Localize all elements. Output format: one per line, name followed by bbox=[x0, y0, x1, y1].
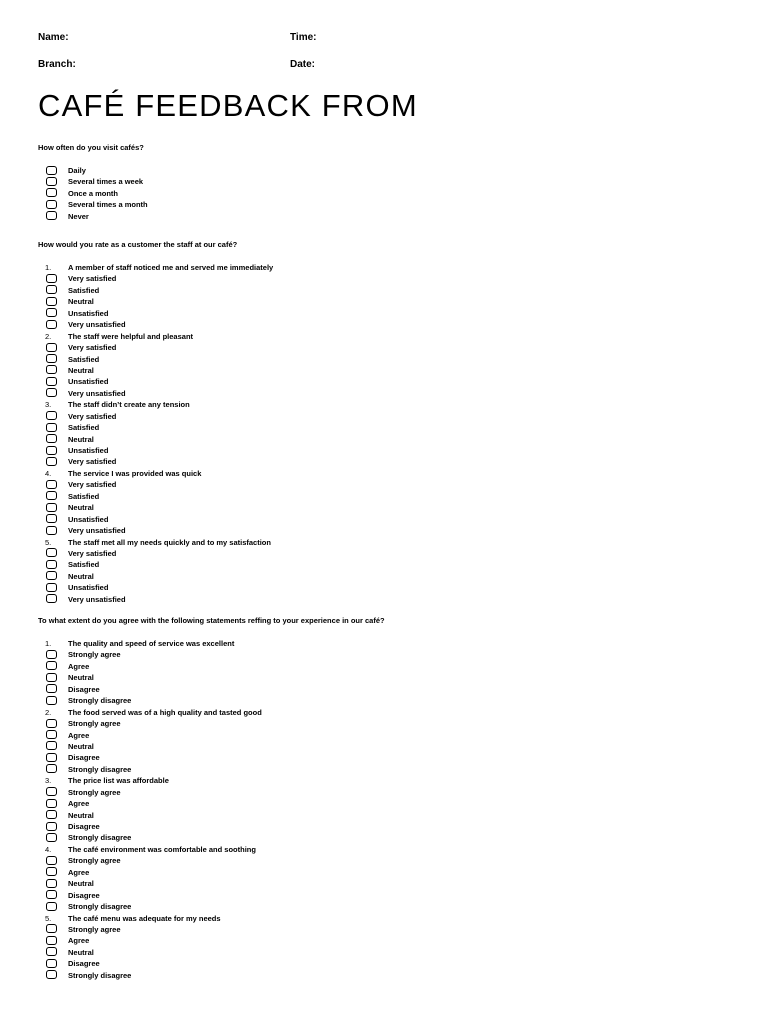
checkbox[interactable] bbox=[46, 434, 57, 443]
statement-number: 5. bbox=[45, 537, 52, 547]
option-row[interactable] bbox=[38, 661, 385, 672]
option-row[interactable] bbox=[38, 388, 237, 399]
option-row[interactable] bbox=[38, 445, 237, 456]
statement-text: The staff were helpful and pleasant bbox=[68, 331, 194, 341]
option-row[interactable] bbox=[38, 422, 237, 433]
checkbox[interactable] bbox=[46, 947, 57, 956]
checkbox[interactable] bbox=[46, 308, 57, 317]
option-label: Strongly disagree bbox=[68, 833, 132, 843]
option-label: Very unsatisfied bbox=[68, 594, 126, 604]
option-row[interactable] bbox=[38, 165, 144, 176]
checkbox[interactable] bbox=[46, 274, 57, 283]
option-label: Strongly disagree bbox=[68, 696, 132, 706]
option-label: Very satisfied bbox=[68, 343, 117, 353]
checkbox[interactable] bbox=[46, 867, 57, 876]
option-row[interactable] bbox=[38, 695, 385, 706]
option-row[interactable] bbox=[38, 890, 385, 901]
statement-item bbox=[38, 468, 237, 479]
date-label: Date: bbox=[290, 59, 316, 70]
option-label: Disagree bbox=[68, 684, 100, 694]
checkbox[interactable] bbox=[46, 388, 57, 397]
option-row[interactable] bbox=[38, 319, 237, 330]
option-label: Satisfied bbox=[68, 560, 100, 570]
question-staff-rating bbox=[38, 239, 274, 605]
checkbox[interactable] bbox=[46, 730, 57, 739]
question-text: To what extent do you agree with the following statements reffing to your experience in our café? bbox=[38, 616, 385, 625]
option-row[interactable] bbox=[38, 199, 148, 210]
checkbox[interactable] bbox=[46, 166, 57, 175]
option-row[interactable] bbox=[38, 741, 385, 752]
option-row[interactable] bbox=[38, 935, 385, 946]
option-label: Several times a month bbox=[68, 200, 148, 210]
option-label: Disagree bbox=[68, 753, 100, 763]
option-label: Very unsatisfied bbox=[68, 526, 126, 536]
statement-number: 5. bbox=[45, 913, 52, 923]
option-label: Very satisfied bbox=[68, 274, 117, 284]
checkbox[interactable] bbox=[46, 457, 57, 466]
option-label: Satisfied bbox=[68, 491, 100, 501]
checkbox[interactable] bbox=[46, 177, 57, 186]
checkbox[interactable] bbox=[46, 787, 57, 796]
checkbox[interactable] bbox=[46, 377, 57, 386]
option-row[interactable] bbox=[38, 730, 385, 741]
option-row[interactable] bbox=[38, 752, 385, 763]
option-row[interactable] bbox=[38, 832, 385, 843]
checkbox[interactable] bbox=[46, 764, 57, 773]
checkbox[interactable] bbox=[46, 503, 57, 512]
option-row[interactable] bbox=[38, 901, 385, 912]
option-row[interactable] bbox=[38, 947, 385, 958]
checkbox[interactable] bbox=[46, 583, 57, 592]
option-row[interactable] bbox=[38, 821, 385, 832]
time-label: Time: bbox=[290, 32, 317, 43]
option-row[interactable] bbox=[38, 354, 237, 365]
option-label: Neutral bbox=[68, 571, 94, 581]
option-row[interactable] bbox=[38, 342, 237, 353]
option-row[interactable] bbox=[38, 308, 237, 319]
option-label: Neutral bbox=[68, 434, 94, 444]
option-label: Satisfied bbox=[68, 423, 100, 433]
checkbox[interactable] bbox=[46, 650, 57, 659]
option-label: Several times a week bbox=[68, 177, 144, 187]
checkbox[interactable] bbox=[46, 890, 57, 899]
option-row[interactable] bbox=[38, 867, 385, 878]
option-row[interactable] bbox=[38, 718, 385, 729]
statement-item bbox=[38, 331, 237, 342]
option-label: Unsatisfied bbox=[68, 514, 109, 524]
checkbox[interactable] bbox=[46, 959, 57, 968]
option-label: Strongly agree bbox=[68, 856, 121, 866]
checkbox[interactable] bbox=[46, 696, 57, 705]
statement-item bbox=[38, 844, 385, 855]
statement-item bbox=[38, 707, 385, 718]
checkbox[interactable] bbox=[46, 446, 57, 455]
option-row[interactable] bbox=[38, 525, 237, 536]
checkbox[interactable] bbox=[46, 188, 57, 197]
checkbox[interactable] bbox=[46, 741, 57, 750]
item-list bbox=[38, 262, 274, 605]
option-label: Disagree bbox=[68, 959, 100, 969]
option-label: Strongly disagree bbox=[68, 902, 132, 912]
statement-text: A member of staff noticed me and served me immediately bbox=[68, 263, 274, 272]
option-row[interactable] bbox=[38, 502, 237, 513]
statement-number: 4. bbox=[45, 844, 52, 854]
checkbox[interactable] bbox=[46, 514, 57, 523]
option-row[interactable] bbox=[38, 970, 385, 981]
option-label: Neutral bbox=[68, 503, 94, 513]
statement-item bbox=[38, 262, 274, 273]
option-row[interactable] bbox=[38, 559, 237, 570]
option-row[interactable] bbox=[38, 211, 144, 222]
statement-text: The staff met all my needs quickly and to my satisfaction bbox=[68, 537, 271, 547]
option-label: Agree bbox=[68, 867, 90, 877]
checkbox[interactable] bbox=[46, 753, 57, 762]
option-row[interactable] bbox=[38, 958, 385, 969]
checkbox[interactable] bbox=[46, 526, 57, 535]
statement-text: The café environment was comfortable and soothing bbox=[68, 844, 256, 854]
option-label: Satisfied bbox=[68, 285, 100, 295]
option-label: Neutral bbox=[68, 879, 94, 889]
statement-text: The quality and speed of service was excellent bbox=[68, 639, 235, 648]
checkbox[interactable] bbox=[46, 799, 57, 808]
option-row[interactable] bbox=[38, 176, 144, 187]
option-label: Daily bbox=[68, 166, 86, 175]
option-label: Neutral bbox=[68, 365, 94, 375]
option-row[interactable] bbox=[38, 514, 237, 525]
option-label: Neutral bbox=[68, 947, 94, 957]
checkbox[interactable] bbox=[46, 297, 57, 306]
checkbox[interactable] bbox=[46, 594, 57, 603]
statement-item bbox=[38, 399, 237, 410]
question-visit-frequency bbox=[38, 142, 148, 222]
option-row[interactable] bbox=[38, 376, 237, 387]
option-row[interactable] bbox=[38, 878, 385, 889]
option-row[interactable] bbox=[38, 273, 237, 284]
option-label: Neutral bbox=[68, 810, 94, 820]
option-row[interactable] bbox=[38, 855, 385, 866]
option-row[interactable] bbox=[38, 764, 385, 775]
option-row[interactable] bbox=[38, 810, 385, 821]
checkbox[interactable] bbox=[46, 661, 57, 670]
option-row[interactable] bbox=[38, 571, 237, 582]
option-label: Neutral bbox=[68, 673, 94, 683]
checkbox[interactable] bbox=[46, 924, 57, 933]
statement-number: 3. bbox=[45, 400, 52, 410]
option-row[interactable] bbox=[38, 684, 385, 695]
checkbox[interactable] bbox=[46, 560, 57, 569]
option-label: Very unsatisfied bbox=[68, 320, 126, 330]
question-text: How often do you visit cafés? bbox=[38, 143, 144, 152]
option-list bbox=[38, 165, 148, 222]
option-row[interactable] bbox=[38, 672, 385, 683]
option-row[interactable] bbox=[38, 434, 237, 445]
option-label: Unsatisfied bbox=[68, 308, 109, 318]
statement-text: The food served was of a high quality and tasted good bbox=[68, 707, 262, 717]
checkbox[interactable] bbox=[46, 879, 57, 888]
option-label: Agree bbox=[68, 730, 90, 740]
option-label: Unsatisfied bbox=[68, 377, 109, 387]
option-row[interactable] bbox=[38, 411, 237, 422]
statement-item bbox=[38, 913, 385, 924]
option-label: Satisfied bbox=[68, 354, 100, 364]
option-label: Unsatisfied bbox=[68, 446, 109, 455]
option-label: Neutral bbox=[68, 741, 94, 751]
option-row[interactable] bbox=[38, 582, 237, 593]
checkbox[interactable] bbox=[46, 491, 57, 500]
option-label: Very satisfied bbox=[68, 480, 117, 490]
statement-number: 4. bbox=[45, 468, 52, 478]
name-label: Name: bbox=[38, 32, 69, 43]
checkbox[interactable] bbox=[46, 810, 57, 819]
option-row[interactable] bbox=[38, 548, 237, 559]
checkbox[interactable] bbox=[46, 285, 57, 294]
option-label: Disagree bbox=[68, 822, 100, 831]
checkbox[interactable] bbox=[46, 365, 57, 374]
option-row[interactable] bbox=[38, 491, 237, 502]
option-label: Neutral bbox=[68, 297, 94, 307]
checkbox[interactable] bbox=[46, 970, 57, 979]
option-label: Disagree bbox=[68, 890, 100, 900]
branch-label: Branch: bbox=[38, 59, 76, 70]
option-row[interactable] bbox=[38, 365, 237, 376]
checkbox[interactable] bbox=[46, 343, 57, 352]
checkbox[interactable] bbox=[46, 320, 57, 329]
statement-item bbox=[38, 638, 385, 649]
option-row[interactable] bbox=[38, 649, 385, 660]
checkbox[interactable] bbox=[46, 684, 57, 693]
checkbox[interactable] bbox=[46, 480, 57, 489]
option-label: Never bbox=[68, 211, 89, 221]
statement-number: 2. bbox=[45, 707, 52, 717]
option-row[interactable] bbox=[38, 924, 385, 935]
option-label: Agree bbox=[68, 799, 90, 809]
option-label: Strongly agree bbox=[68, 719, 121, 729]
statement-text: The price list was affordable bbox=[68, 776, 169, 786]
statement-number: 1. bbox=[45, 639, 52, 648]
checkbox[interactable] bbox=[46, 673, 57, 682]
option-row[interactable] bbox=[38, 594, 237, 605]
statement-text: The service I was provided was quick bbox=[68, 468, 202, 478]
option-label: Strongly agree bbox=[68, 924, 121, 934]
statement-item bbox=[38, 775, 385, 786]
option-row[interactable] bbox=[38, 798, 385, 809]
checkbox[interactable] bbox=[46, 719, 57, 728]
option-row[interactable] bbox=[38, 285, 237, 296]
statement-text: The café menu was adequate for my needs bbox=[68, 913, 221, 923]
checkbox[interactable] bbox=[46, 211, 57, 220]
checkbox[interactable] bbox=[46, 548, 57, 557]
statement-number: 1. bbox=[45, 263, 52, 272]
option-row[interactable] bbox=[38, 787, 385, 798]
option-label: Very unsatisfied bbox=[68, 388, 126, 398]
option-label: Strongly agree bbox=[68, 650, 121, 660]
question-statements-agreement bbox=[38, 615, 385, 981]
option-label: Once a month bbox=[68, 188, 119, 198]
checkbox[interactable] bbox=[46, 411, 57, 420]
checkbox[interactable] bbox=[46, 423, 57, 432]
checkbox[interactable] bbox=[46, 200, 57, 209]
question-text: How would you rate as a customer the staff at our café? bbox=[38, 240, 238, 249]
option-label: Agree bbox=[68, 936, 90, 946]
option-label: Strongly disagree bbox=[68, 970, 132, 980]
option-label: Very satisfied bbox=[68, 548, 117, 558]
item-list bbox=[38, 638, 385, 981]
option-row[interactable] bbox=[38, 456, 237, 467]
option-row[interactable] bbox=[38, 296, 237, 307]
checkbox[interactable] bbox=[46, 833, 57, 842]
statement-text: The staff didn’t create any tension bbox=[68, 400, 190, 410]
page-title: CAFÉ FEEDBACK FROM bbox=[38, 88, 418, 123]
checkbox[interactable] bbox=[46, 936, 57, 945]
option-row[interactable] bbox=[38, 188, 144, 199]
checkbox[interactable] bbox=[46, 856, 57, 865]
option-row[interactable] bbox=[38, 479, 237, 490]
checkbox[interactable] bbox=[46, 571, 57, 580]
checkbox[interactable] bbox=[46, 354, 57, 363]
option-label: Strongly agree bbox=[68, 787, 121, 797]
checkbox[interactable] bbox=[46, 902, 57, 911]
statement-number: 3. bbox=[45, 776, 52, 786]
statement-item bbox=[38, 537, 271, 548]
option-label: Agree bbox=[68, 661, 90, 671]
option-label: Very satisfied bbox=[68, 411, 117, 421]
checkbox[interactable] bbox=[46, 822, 57, 831]
option-label: Unsatisfied bbox=[68, 583, 109, 593]
statement-number: 2. bbox=[45, 331, 52, 341]
option-label: Strongly disagree bbox=[68, 764, 132, 774]
option-label: Very satisfied bbox=[68, 457, 117, 467]
